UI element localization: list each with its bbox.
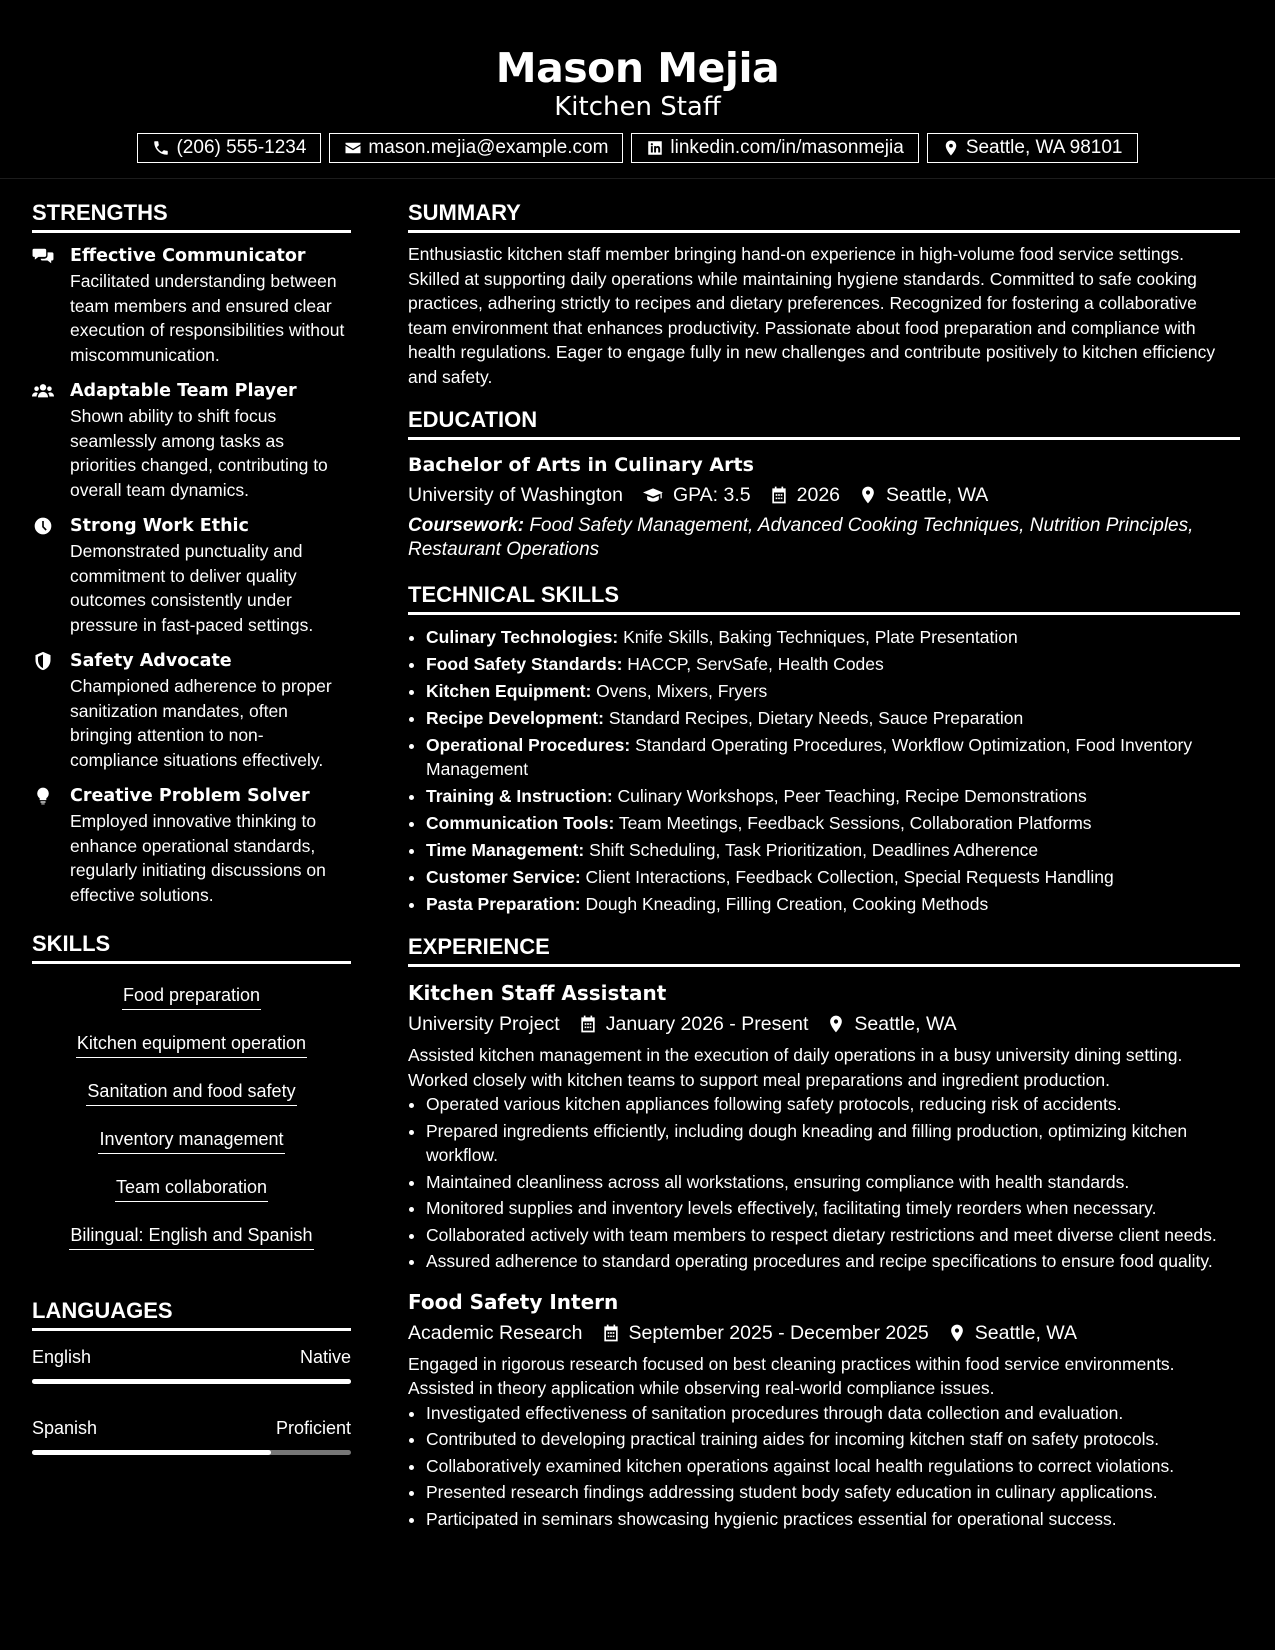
skill-category: Food Safety Standards: [426, 654, 623, 674]
skills-list [32, 974, 351, 1262]
job-dates: September 2025 - December 2025 [628, 1321, 929, 1344]
job-description: Assisted kitchen management in the execution of daily operations in a busy university dining setting. Worked closely with kitchen teams to support meal preparations and ingredient production. [408, 1045, 1183, 1090]
contact-phone[interactable] [137, 133, 321, 163]
contact-email[interactable] [329, 133, 623, 163]
skill-tag: Bilingual: English and Spanish [69, 1222, 313, 1250]
strength-item [32, 783, 351, 907]
skill-tag: Food preparation [122, 982, 261, 1010]
skill-values: Team Meetings, Feedback Sessions, Collaboration Platforms [618, 813, 1092, 833]
language-level: Native [299, 1347, 351, 1367]
education-meta [408, 480, 1240, 510]
resume-header [0, 0, 1275, 179]
strength-title: Strong Work Ethic [70, 516, 249, 536]
skill-category: Communication Tools: [426, 813, 615, 833]
list-item: • Participated in seminars showcasing hygienic practices essential for operational success. [426, 1507, 1240, 1532]
education-heading: EDUCATION [408, 403, 1240, 440]
strength-title: Creative Problem Solver [70, 786, 310, 806]
skill-category: Pasta Preparation: [426, 894, 581, 914]
coursework [408, 514, 1240, 562]
map-pin-icon [826, 1014, 846, 1034]
language-item [32, 1345, 351, 1384]
job-description: Engaged in rigorous research focused on best cleaning practices within food service environments. Assisted in theory application while observing real-world compliance issues. [408, 1353, 1175, 1398]
users-icon [32, 381, 54, 401]
contact-email-text: mason.mejia@example.com [368, 137, 609, 158]
job-entry [408, 1286, 1240, 1532]
summary-text: Enthusiastic kitchen staff member bringing hand-on experience in high-volume food service settings. Skilled at supporting daily operations while maintaining hygiene standards. Committed to safe cooking practices, adhering strictly to recipes and dietary preferences. Recognized for fostering a collaborative team environment that enhances productivity. Passionate about food preparation and compliance with health regulations. Eager to engage fully in new challenges and contribute positively to kitchen efficiency and safety. [408, 244, 1216, 387]
phone-icon [152, 139, 170, 157]
list-item: • Presented research findings addressing student body safety education in culinary applications. [426, 1480, 1240, 1505]
gpa: GPA: 3.5 [672, 484, 751, 506]
map-pin-icon [942, 139, 960, 157]
comments-icon [32, 246, 54, 266]
skill-values: Knife Skills, Baking Techniques, Plate Presentation [623, 627, 1018, 647]
skill-tag: Inventory management [98, 1126, 284, 1154]
skill-values: Culinary Workshops, Peer Teaching, Recipe Demonstrations [617, 786, 1087, 806]
linkedin-icon [646, 139, 664, 157]
language-level: Proficient [275, 1418, 351, 1438]
skill-category: Kitchen Equipment: [426, 681, 592, 701]
school-location: Seattle, WA [886, 484, 989, 506]
skill-tag: Kitchen equipment operation [76, 1030, 307, 1058]
left-column [32, 196, 351, 1487]
list-item: • Contributed to developing practical training aides for incoming kitchen staff on safety protocols. [426, 1427, 1240, 1452]
list-item: • Maintained cleanliness across all workstations, ensuring compliance with health standards. [426, 1170, 1240, 1195]
list-item [426, 625, 1240, 649]
strength-item [32, 513, 351, 637]
envelope-icon [344, 139, 362, 157]
skill-category: Recipe Development: [426, 708, 604, 728]
skill-tag: Team collaboration [115, 1174, 268, 1202]
lightbulb-icon [32, 786, 54, 806]
job-dates: January 2026 - Present [605, 1013, 809, 1035]
language-bar [32, 1379, 351, 1384]
language-bar [32, 1450, 351, 1455]
strength-item [32, 378, 351, 502]
degree-title: Bachelor of Arts in Culinary Arts [408, 454, 754, 476]
skill-values: Client Interactions, Feedback Collection, Special Requests Handling [585, 867, 1114, 887]
skill-values: HACCP, ServSafe, Health Codes [627, 654, 884, 674]
list-item [426, 838, 1240, 862]
job-meta [408, 1318, 1240, 1348]
list-item [426, 865, 1240, 889]
language-bar-fill [32, 1450, 271, 1455]
skill-values: Shift Scheduling, Task Prioritization, Deadlines Adherence [589, 840, 1039, 860]
contact-location-text: Seattle, WA 98101 [965, 137, 1123, 158]
calendar-icon [601, 1323, 621, 1343]
contact-linkedin-text: linkedin.com/in/masonmejia [670, 137, 904, 158]
strength-title: Effective Communicator [70, 246, 306, 266]
list-item: • Monitored supplies and inventory levels effectively, facilitating timely reorders when necessary. [426, 1196, 1240, 1221]
strength-desc: Demonstrated punctuality and commitment to deliver quality outcomes consistently under pressure in fast-paced settings. [70, 541, 314, 635]
skill-tag: Sanitation and food safety [86, 1078, 296, 1106]
job-bullets [408, 1401, 1240, 1532]
job-title: Food Safety Intern [408, 1289, 619, 1314]
list-item: • Operated various kitchen appliances following safety protocols, reducing risk of accidents. [426, 1092, 1240, 1117]
contact-phone-text: (206) 555-1234 [176, 137, 307, 158]
list-item: • Prepared ingredients efficiently, including dough kneading and filling production, optimizing kitchen workflow. [426, 1119, 1240, 1168]
school-name: University of Washington [408, 484, 623, 506]
map-pin-icon [947, 1323, 967, 1343]
list-item [426, 784, 1240, 808]
strength-title: Safety Advocate [70, 651, 232, 671]
job-location: Seattle, WA [974, 1321, 1077, 1344]
job-entry [408, 977, 1240, 1274]
list-item [426, 706, 1240, 730]
language-name: Spanish [32, 1418, 98, 1438]
languages-heading: LANGUAGES [32, 1294, 351, 1331]
experience-heading: EXPERIENCE [408, 930, 1240, 967]
graduation-cap-icon [641, 485, 665, 505]
contact-linkedin[interactable] [631, 133, 918, 163]
coursework-label: Coursework: [408, 515, 525, 536]
skill-values: Standard Operating Procedures, Workflow Optimization, Food Inventory Management [426, 735, 1193, 779]
candidate-name: Mason Mejia [495, 44, 780, 92]
skill-category: Time Management: [426, 840, 585, 860]
job-title: Kitchen Staff Assistant [408, 981, 667, 1005]
language-bar-fill [32, 1379, 351, 1384]
language-item [32, 1416, 351, 1455]
list-item [426, 892, 1240, 916]
strength-item [32, 243, 351, 367]
job-location: Seattle, WA [854, 1013, 957, 1035]
list-item: • Collaboratively examined kitchen operations against local health regulations to correct violations. [426, 1454, 1240, 1479]
job-org: Academic Research [408, 1321, 583, 1344]
skill-category: Culinary Technologies: [426, 627, 619, 647]
coursework-text: Food Safety Management, Advanced Cooking Techniques, Nutrition Principles, Restaurant Operations [408, 515, 1194, 560]
job-bullets [408, 1092, 1240, 1274]
skills-heading: SKILLS [32, 927, 351, 964]
skill-category: Customer Service: [426, 867, 581, 887]
map-pin-icon [858, 485, 878, 505]
list-item: • Investigated effectiveness of sanitation procedures through data collection and evaluation. [426, 1401, 1240, 1426]
list-item [426, 679, 1240, 703]
list-item [426, 652, 1240, 676]
list-item: • Collaborated actively with team members to respect dietary restrictions and meet diverse client needs. [426, 1223, 1240, 1248]
summary-heading: SUMMARY [408, 196, 1240, 233]
shield-icon [32, 651, 54, 671]
list-item [426, 811, 1240, 835]
skill-category: Operational Procedures: [426, 735, 631, 755]
strength-item [32, 648, 351, 772]
technical-skills-list [408, 625, 1240, 916]
graduation-year: 2026 [796, 484, 841, 506]
clock-icon [32, 516, 54, 536]
contact-location[interactable] [927, 133, 1138, 163]
skill-values: Ovens, Mixers, Fryers [596, 681, 768, 701]
job-meta [408, 1009, 1240, 1039]
skill-values: Dough Kneading, Filling Creation, Cooking Methods [585, 894, 989, 914]
skill-category: Training & Instruction: [426, 786, 613, 806]
calendar-icon [769, 485, 789, 505]
right-column [408, 196, 1240, 1543]
strength-desc: Facilitated understanding between team members and ensured clear execution of responsibilities without miscommunication. [70, 271, 345, 365]
strength-desc: Shown ability to shift focus seamlessly among tasks as priorities changed, contributing to overall team dynamics. [70, 406, 328, 500]
skill-values: Standard Recipes, Dietary Needs, Sauce Preparation [608, 708, 1024, 728]
language-name: English [32, 1347, 92, 1367]
list-item: • Assured adherence to standard operating procedures and recipe specifications to ensure food quality. [426, 1249, 1240, 1274]
strength-desc: Employed innovative thinking to enhance operational standards, regularly initiating discussions on effective solutions. [70, 811, 326, 905]
strengths-heading: STRENGTHS [32, 196, 351, 233]
candidate-title: Kitchen Staff [554, 92, 721, 122]
contact-bar [0, 133, 1275, 163]
strength-title: Adaptable Team Player [70, 381, 297, 401]
calendar-icon [578, 1014, 598, 1034]
strength-desc: Championed adherence to proper sanitization mandates, often bringing attention to non-compliance situations effectively. [70, 676, 332, 770]
job-org: University Project [408, 1013, 560, 1035]
technical-skills-heading: TECHNICAL SKILLS [408, 578, 1240, 615]
list-item [426, 733, 1240, 781]
